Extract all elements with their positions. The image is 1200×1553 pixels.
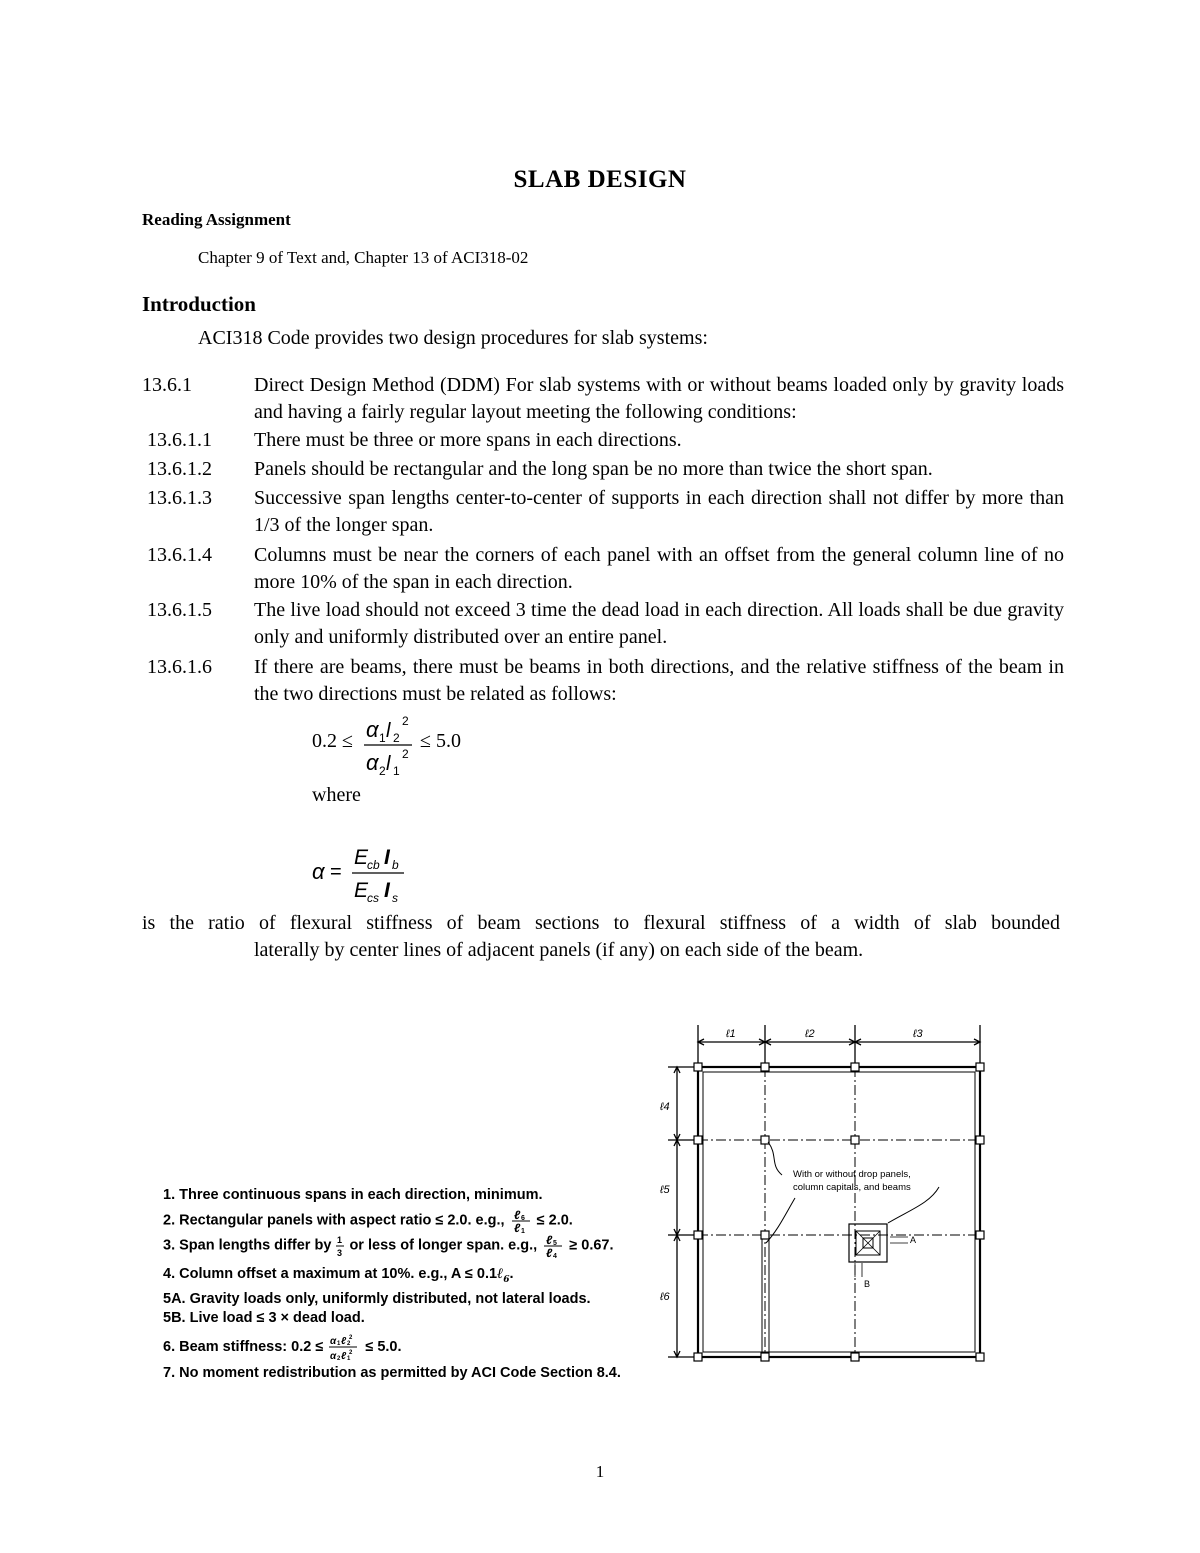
reading-heading: Reading Assignment: [142, 210, 291, 229]
item-number: 13.6.1.5: [147, 599, 212, 621]
svg-text:ℓ: ℓ: [341, 1336, 347, 1348]
intro-body: ACI318 Code provides two design procedures for slab systems:: [198, 327, 708, 349]
condition-4: 4. Column offset a maximum at 10%. e.g., A ≤ 0.1ℓ$_6$.: [163, 1265, 514, 1285]
third-fraction-icon: [335, 1233, 345, 1258]
svg-text:l: l: [386, 720, 391, 742]
item-text: Panels should be rectangular and the long span be no more than twice the short span.: [254, 458, 933, 480]
condition-1: 1. Three continuous spans in each direction, minimum.: [163, 1187, 543, 1203]
svg-text:ℓ: ℓ: [341, 1351, 347, 1363]
equation-right: ≤ 5.0: [420, 730, 461, 752]
item-text: If there are beams, there must be beams in both directions, and the relative stiffness of the beam in the two directions must be related as follows:: [254, 656, 1064, 705]
svg-text:2: 2: [379, 764, 386, 778]
svg-text:α: α: [330, 1336, 337, 1348]
alpha-equation: [310, 836, 420, 904]
svg-text:s: s: [392, 891, 398, 904]
svg-text:3: 3: [337, 1248, 343, 1258]
svg-text:ℓ: ℓ: [546, 1246, 553, 1258]
span-label-l1: ℓ1: [726, 1028, 736, 1040]
reading-body: Chapter 9 of Text and, Chapter 13 of ACI318-02: [198, 248, 529, 267]
page-number: 1: [595, 1462, 605, 1481]
item-number: 13.6.1.3: [147, 487, 212, 509]
svg-text:1: 1: [337, 1341, 341, 1348]
page-title: SLAB DESIGN: [513, 166, 687, 193]
ratio-fraction-icon: [509, 1208, 533, 1233]
svg-text:2: 2: [349, 1350, 353, 1357]
svg-text:b: b: [392, 858, 399, 872]
item-text: Columns must be near the corners of each panel with an offset from the general column line of no more 10% of the span in each direction.: [254, 544, 1064, 593]
svg-text:ℓ: ℓ: [513, 1208, 520, 1222]
item-text: Direct Design Method (DDM) For slab systems with or without beams loaded only by gravity loads and having a fairly regular layout meeting the following conditions:: [254, 374, 1064, 423]
span-label-l4: ℓ4: [660, 1101, 670, 1113]
svg-text:I: I: [384, 879, 390, 902]
conditions-list: [163, 1186, 621, 1383]
ell-6-symbol: ℓ$_6$: [497, 1265, 510, 1285]
condition-6: 6. Beam stiffness: 0.2 ≤ α 1 ℓ 2 2 α 2 ℓ 1 2 ≤ 5.0.: [163, 1332, 621, 1362]
conclusion-line-2: laterally by center lines of adjacent panels (if any) on each side of the beam.: [254, 939, 864, 961]
svg-text:2: 2: [347, 1341, 351, 1348]
item-number: 13.6.1.1: [147, 429, 212, 451]
where-label: where: [312, 784, 361, 806]
svg-text:E: E: [354, 879, 369, 902]
figure-annotation-line-2: column capitals, and beams: [793, 1182, 911, 1193]
svg-text:2: 2: [402, 714, 409, 728]
intro-heading: Introduction: [142, 292, 256, 316]
svg-text:1: 1: [347, 1356, 351, 1363]
svg-text:1: 1: [379, 731, 386, 745]
condition-5b: 5B. Live load ≤ 3 × dead load.: [163, 1309, 365, 1326]
svg-text:I: I: [384, 846, 390, 869]
svg-text:l: l: [386, 753, 391, 775]
condition-7: 7. No moment redistribution as permitted by ACI Code Section 8.4.: [163, 1364, 621, 1381]
item-text: Successive span lengths center-to-center of supports in each direction shall not differ by more than 1/3 of the longer span.: [254, 487, 1064, 536]
offset-label-b: B: [864, 1279, 871, 1289]
offset-label-a: A: [910, 1235, 917, 1245]
stiffness-fraction-icon: [327, 1332, 361, 1362]
condition-3: 3. Span lengths differ by 1 3 or less of longer span. e.g., ℓ 5 ℓ 4 ≥ 0.67.: [163, 1233, 614, 1258]
item-number: 13.6.1: [142, 374, 192, 396]
figure-annotation-line-1: With or without drop panels,: [793, 1169, 911, 1180]
item-text: There must be three or more spans in each directions.: [254, 429, 682, 451]
svg-text:2: 2: [393, 731, 400, 745]
item-number: 13.6.1.6: [147, 656, 212, 678]
svg-text:α: α: [366, 717, 379, 742]
equation-fraction: [362, 712, 422, 778]
svg-text:ℓ: ℓ: [546, 1233, 553, 1247]
condition-2: 2. Rectangular panels with aspect ratio ≤ 2.0. e.g., ℓ 6 ℓ 1 ≤ 2.0.: [163, 1208, 573, 1233]
span-label-l6: ℓ6: [660, 1291, 670, 1303]
svg-text:=: =: [330, 861, 342, 883]
svg-text:1: 1: [520, 1228, 525, 1233]
span-label-l5: ℓ5: [660, 1184, 670, 1196]
svg-text:α: α: [312, 859, 325, 884]
svg-text:α: α: [366, 750, 379, 775]
svg-text:6: 6: [520, 1215, 525, 1222]
span-label-l3: ℓ3: [913, 1028, 923, 1040]
item-number: 13.6.1.4: [147, 544, 212, 566]
equation-left: 0.2 ≤: [312, 730, 353, 752]
conclusion-paragraph: [142, 910, 1060, 964]
svg-text:cs: cs: [367, 891, 379, 904]
svg-text:α: α: [330, 1351, 337, 1363]
condition-5a: 5A. Gravity loads only, uniformly distributed, not lateral loads.: [163, 1290, 591, 1307]
svg-text:ℓ: ℓ: [513, 1221, 520, 1233]
item-number: 13.6.1.2: [147, 458, 212, 480]
slab-plan-figure: [650, 1015, 995, 1375]
svg-text:1: 1: [393, 764, 400, 778]
svg-text:1: 1: [337, 1235, 343, 1245]
svg-text:5: 5: [553, 1240, 558, 1247]
item-text: The live load should not exceed 3 time the dead load in each direction. All loads shall be due gravity only and uniformly distributed over an entire panel.: [254, 599, 1064, 648]
svg-text:2: 2: [402, 747, 409, 761]
svg-text:cb: cb: [367, 858, 380, 872]
svg-text:2: 2: [337, 1356, 341, 1363]
svg-text:4: 4: [553, 1253, 558, 1258]
span-label-l2: ℓ2: [805, 1028, 815, 1040]
span-fraction-icon: [541, 1233, 565, 1258]
svg-text:2: 2: [349, 1335, 353, 1342]
conclusion-line-1: is the ratio of flexural stiffness of beam sections to flexural stiffness of a width of slab bounded: [142, 912, 1060, 934]
svg-text:E: E: [354, 846, 369, 869]
